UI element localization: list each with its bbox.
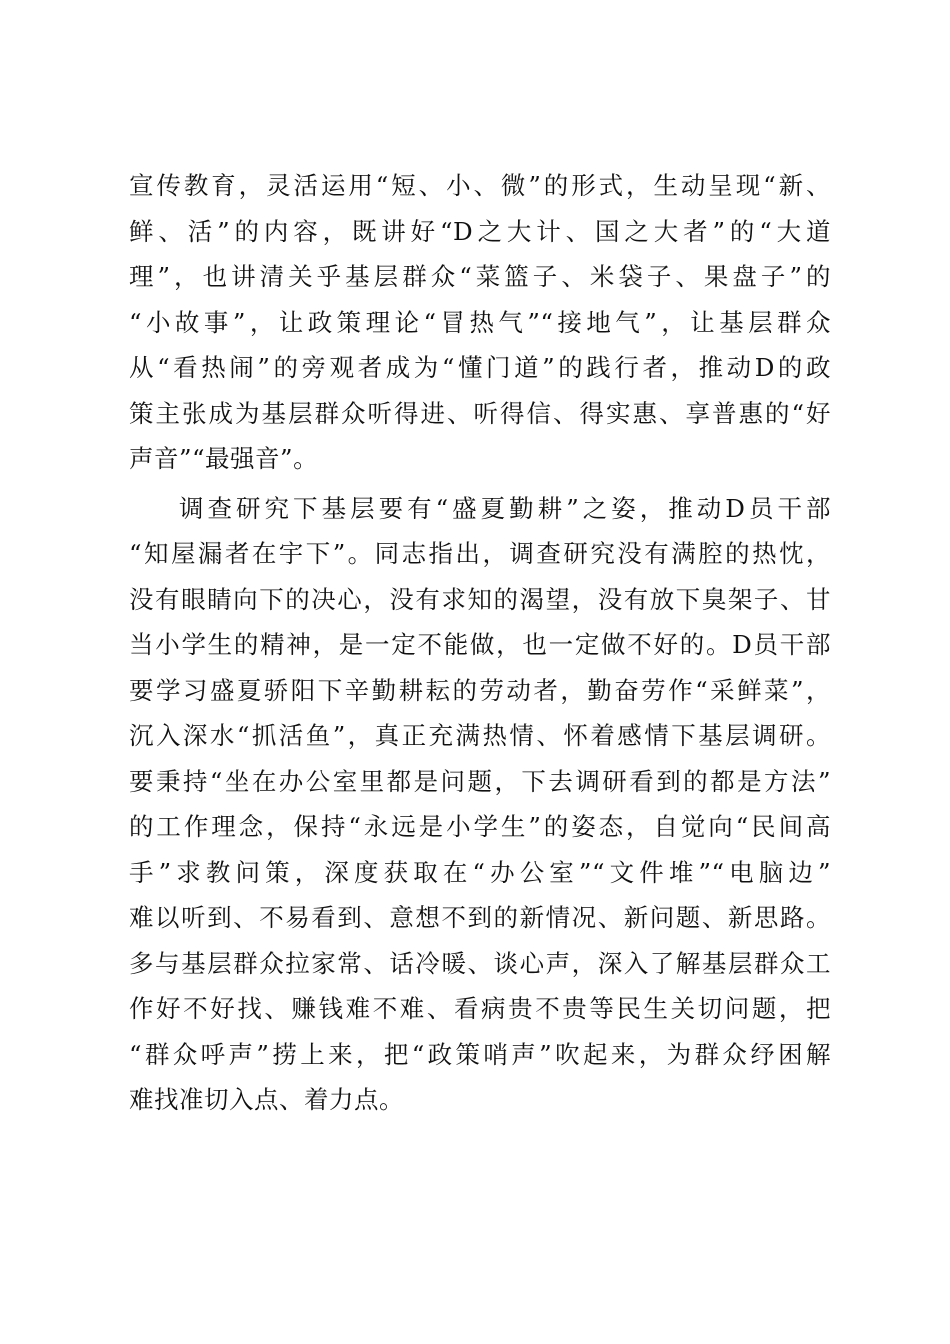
text-line: “小故事”，让政策理论“冒热气”“接地气”，让基层群众 [129, 307, 831, 337]
text-line: 多与基层群众拉家常、话冷暖、谈心声，深入了解基层群众工 [129, 948, 831, 978]
text-line: 作好不好找、赚钱难不难、看病贵不贵等民生关切问题，把 [129, 994, 831, 1023]
text-line: 没有眼睛向下的决心，没有求知的渴望，没有放下臭架子、甘 [129, 584, 831, 614]
paragraph-2 [129, 486, 831, 1123]
text-line: 调查研究下基层要有“盛夏勤耕”之姿，推动D员干部 [179, 493, 831, 523]
text-line: 的工作理念，保持“永远是小学生”的姿态，自觉向“民间高 [129, 812, 831, 841]
paragraph-1 [129, 163, 831, 482]
text-line: 沉入深水“抓活鱼”，真正充满热情、怀着感情下基层调研。 [129, 721, 831, 750]
text-line: 理”，也讲清关乎基层群众“菜篮子、米袋子、果盘子”的 [129, 262, 831, 291]
text-line: “知屋漏者在宇下”。同志指出，调查研究没有满腔的热忱， [129, 539, 831, 568]
text-line: 手”求教问策，深度获取在“办公室”“文件堆”“电脑边” [129, 857, 831, 887]
text-line: 要学习盛夏骄阳下辛勤耕耘的劳动者，勤奋劳作“采鲜菜”， [129, 675, 831, 705]
text-line: 当小学生的精神，是一定不能做，也一定做不好的。D员干部 [129, 630, 831, 659]
text-line: 宣传教育，灵活运用“短、小、微”的形式，生动呈现“新、 [129, 171, 831, 200]
document-body [129, 163, 831, 1123]
text-line: 从“看热闹”的旁观者成为“懂门道”的践行者，推动D的政 [129, 353, 831, 382]
text-line: 鲜、活”的内容，既讲好“D之大计、国之大者”的“大道 [129, 216, 831, 246]
text-line: “群众呼声”捞上来，把“政策哨声”吹起来，为群众纾困解 [129, 1039, 831, 1069]
text-line: 声音”“最强音”。 [129, 444, 319, 473]
text-line: 难找准切入点、着力点。 [129, 1085, 404, 1114]
text-line: 要秉持“坐在办公室里都是问题，下去调研看到的都是方法” [129, 766, 831, 796]
text-line: 策主张成为基层群众听得进、听得信、得实惠、享普惠的“好 [129, 398, 831, 428]
text-line: 难以听到、不易看到、意想不到的新情况、新问题、新思路。 [129, 903, 831, 932]
